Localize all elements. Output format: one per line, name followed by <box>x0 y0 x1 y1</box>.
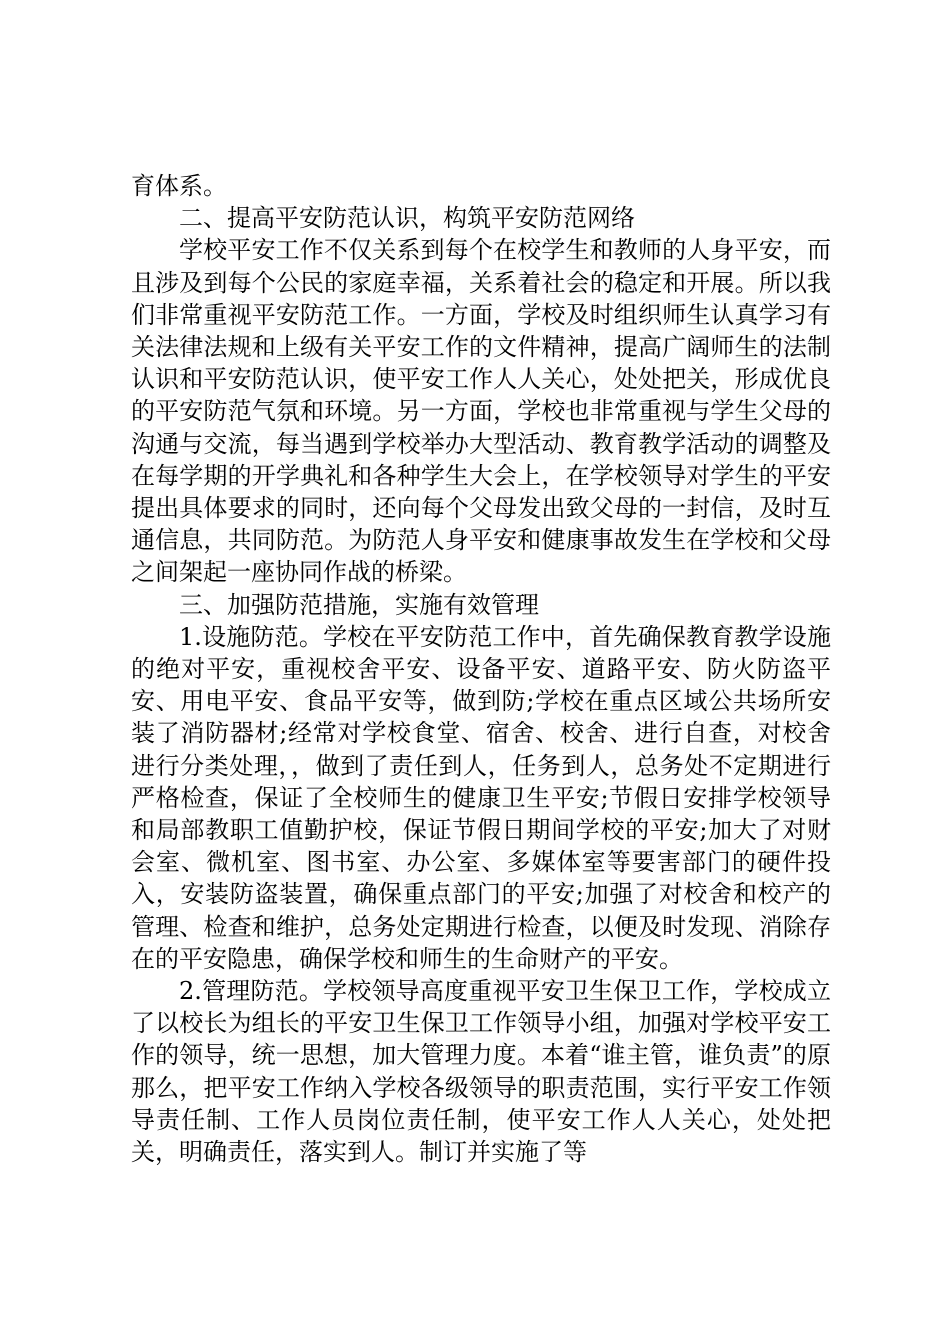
paragraph-safety-awareness: 学校平安工作不仅关系到每个在校学生和教师的人身平安，而且涉及到每个公民的家庭幸福，关系着社会的稳定和开展。所以我们非常重视平安防范工作。一方面，学校及时组织师生认真学习有关法律法规和上级有关平安工作的文件精神，提高广阔师生的法制认识和平安防范认识，使平安工作人人关心，处处把关，形成优良的平安防范气氛和环境。另一方面，学校也非常重视与学生父母的沟通与交流，每当遇到学校举办大型活动、教育教学活动的调整及在每学期的开学典礼和各种学生大会上，在学校领导对学生的平安提出具体要求的同时，还向每个父母发出致父母的一封信，及时互通信息，共同防范。为防范人身平安和健康事故发生在学校和父母之间架起一座协同作战的桥梁。 <box>131 236 831 587</box>
section-heading-3: 三、加强防范措施，实施有效管理 <box>179 590 539 619</box>
paragraph-continuation: 育体系。 <box>131 172 227 200</box>
document-page <box>131 170 831 1168</box>
paragraph-facility-prevention: 1.设施防范。学校在平安防范工作中，首先确保教育教学设施的绝对平安，重视校舍平安、设备平安、道路平安、防火防盗平安、用电平安、食品平安等，做到防;学校在重点区域公共场所安装了消防器材;经常对学校食堂、宿舍、校舍、进行自查，对校舍进行分类处理，，做到了责任到人，任务到人，总务处不定期进行严格检查，保证了全校师生的健康卫生平安;节假日安排学校领导和局部教职工值勤护校，保证节假日期间学校的平安;加大了对财会室、微机室、图书室、办公室、多媒体室等要害部门的硬件投入，安装防盗装置，确保重点部门的平安;加强了对校舍和校产的管理、检查和维护，总务处定期进行检查，以便及时发现、消除存在的平安隐患，确保学校和师生的生命财产的平安。 <box>131 622 831 973</box>
paragraph-management-prevention: 2.管理防范。学校领导高度重视平安卫生保卫工作，学校成立了以校长为组长的平安卫生保卫工作领导小组，加强对学校平安工作的领导，统一思想，加大管理力度。本着“谁主管，谁负责”的原那么，把平安工作纳入学校各级领导的职责范围，实行平安工作领导责任制、工作人员岗位责任制，使平安工作人人关心，处处把关，明确责任，落实到人。制订并实施了等 <box>131 977 831 1167</box>
section-heading-2: 二、提高平安防范认识，构筑平安防范网络 <box>179 204 635 233</box>
